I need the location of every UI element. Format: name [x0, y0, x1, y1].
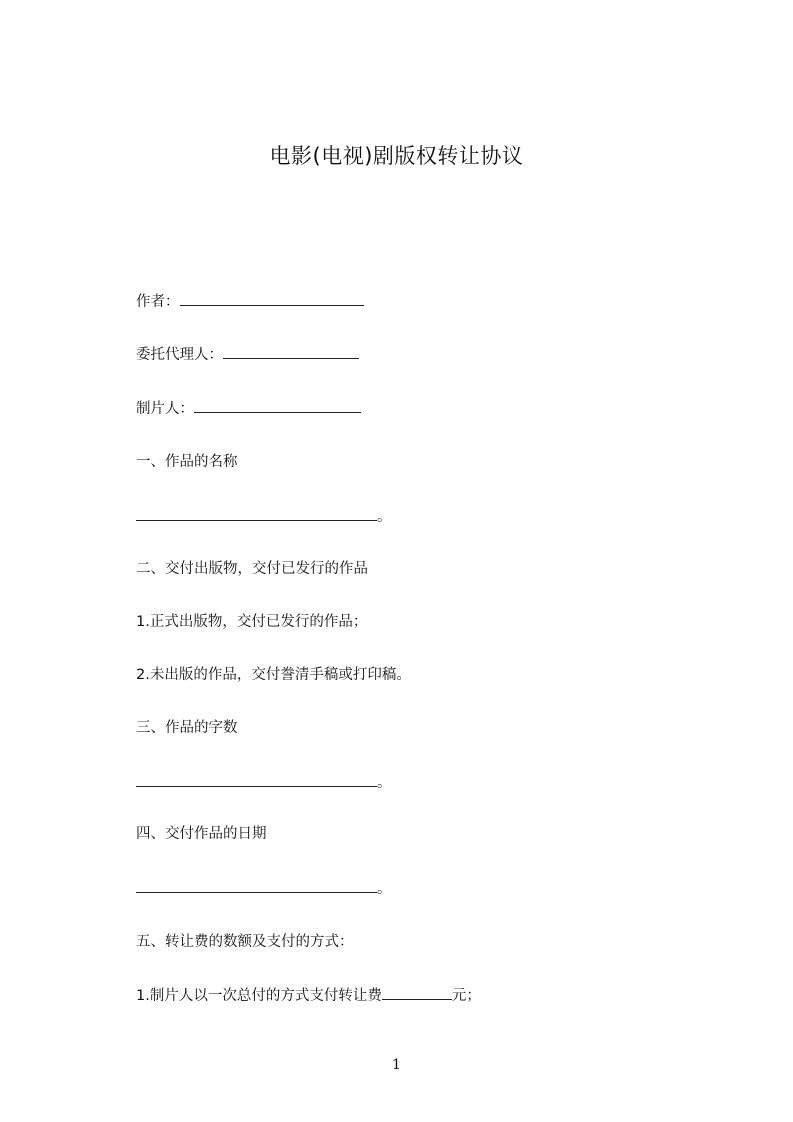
- author-line: [136, 290, 364, 313]
- producer-label: 制片人：: [136, 401, 194, 417]
- agent-line: [136, 343, 359, 366]
- section-5-item-1: [136, 984, 481, 1007]
- section-3-heading: 三、作品的字数: [136, 720, 238, 736]
- author-label: 作者：: [136, 294, 180, 310]
- section-4-blank-line: [136, 877, 392, 900]
- work-name-blank: [136, 505, 377, 521]
- producer-blank: [194, 397, 361, 413]
- section-5-heading: 五、转让费的数额及支付的方式：: [136, 934, 354, 950]
- agent-blank: [223, 343, 359, 359]
- section-5-item-1-suffix: 元；: [451, 988, 481, 1004]
- section-2-item-2: 2.未出版的作品，交付誊清手稿或打印稿。: [136, 667, 411, 683]
- delivery-date-blank: [136, 877, 377, 893]
- section-5-item-1-prefix: 1.制片人以一次总付的方式支付转让费: [136, 988, 382, 1004]
- section-1-blank-line: [136, 505, 392, 528]
- page-number: 1: [392, 1057, 401, 1073]
- author-blank: [180, 290, 364, 306]
- producer-line: [136, 397, 361, 420]
- fee-amount-blank: [382, 984, 452, 1000]
- section-3-end-mark: 。: [377, 775, 392, 791]
- section-1-heading: 一、作品的名称: [136, 454, 238, 470]
- section-2-item-1: 1.正式出版物，交付已发行的作品；: [136, 614, 368, 630]
- section-1-end-mark: 。: [377, 509, 392, 525]
- section-2-heading: 二、交付出版物，交付已发行的作品: [136, 561, 368, 577]
- section-3-blank-line: [136, 771, 392, 794]
- word-count-blank: [136, 771, 377, 787]
- section-4-end-mark: 。: [377, 881, 392, 897]
- section-4-heading: 四、交付作品的日期: [136, 826, 267, 842]
- document-title: 电影(电视)剧版权转让协议: [269, 144, 524, 168]
- agent-label: 委托代理人：: [136, 347, 223, 363]
